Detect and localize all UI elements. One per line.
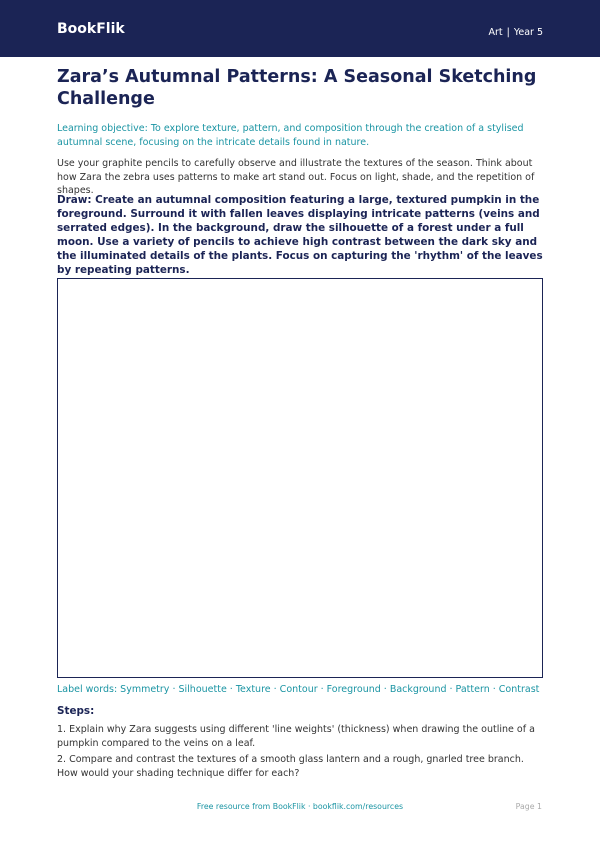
page-number: Page 1 (515, 802, 542, 811)
subject-year-label (488, 28, 543, 38)
brand-logo[interactable]: BookFlik (57, 21, 125, 37)
year-label: Year 5 (513, 27, 543, 38)
page-title: Zara’s Autumnal Patterns: A Seasonal Sketching Challenge (57, 67, 537, 109)
draw-task: Draw: Create an autumnal composition featuring a large, textured pumpkin in the foreground. Surround it with fallen leaves displaying intricate patterns (veins and serrated edges). In the background, draw the silhouette of a forest under a full moon. Use a variety of pencils to achieve high contrast between the dark sky and the illuminated details of the plants. Focus on capturing the 'rhythm' of the leaves by repeating patterns. (57, 194, 543, 276)
learning-objective: Learning objective: To explore texture, pattern, and composition through the creation of a stylised autumnal scene, focusing on the intricate details found in nature. (57, 123, 524, 148)
footer-source: Free resource from BookFlik · bookflik.com/resources (196, 802, 404, 811)
subject-label: Art (488, 27, 503, 38)
drawing-area[interactable] (57, 278, 543, 678)
label-words: Label words: Symmetry · Silhouette · Texture · Contour · Foreground · Background · Pattern · Contrast (57, 684, 540, 695)
steps-heading: Steps: (57, 705, 95, 717)
header-bar (0, 0, 600, 57)
intro-paragraph: Use your graphite pencils to carefully observe and illustrate the textures of the season. Think about how Zara the zebra uses patterns to make art stand out. Focus on light, shade, and the repetition of shapes. (57, 158, 535, 196)
separator: | (506, 27, 510, 38)
step-item: 2. Compare and contrast the textures of a smooth glass lantern and a rough, gnarled tree branch. How would your shading technique differ for each? (57, 754, 524, 779)
step-item: 1. Explain why Zara suggests using different 'line weights' (thickness) when drawing the outline of a pumpkin compared to the veins on a leaf. (57, 724, 535, 749)
